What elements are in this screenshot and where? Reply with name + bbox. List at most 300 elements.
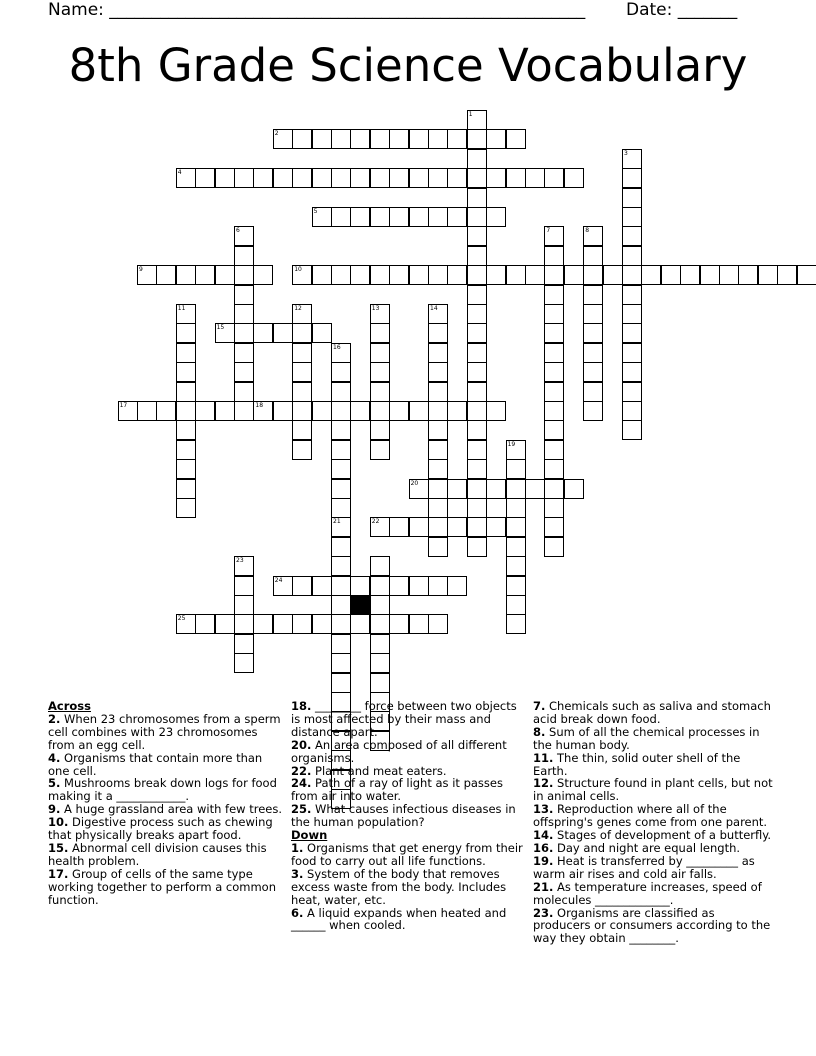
grid-cell[interactable]	[428, 265, 448, 285]
grid-cell[interactable]	[195, 401, 215, 421]
grid-cell[interactable]	[506, 556, 526, 576]
grid-cell[interactable]	[544, 440, 564, 460]
grid-cell[interactable]	[428, 401, 448, 421]
grid-cell[interactable]	[738, 265, 758, 285]
grid-cell[interactable]	[583, 246, 603, 266]
grid-cell[interactable]	[234, 323, 254, 343]
grid-cell[interactable]	[331, 673, 351, 693]
grid-cell[interactable]	[409, 614, 429, 634]
grid-cell[interactable]	[467, 129, 487, 149]
grid-cell[interactable]	[350, 129, 370, 149]
grid-cell[interactable]	[312, 168, 332, 188]
grid-cell[interactable]	[467, 265, 487, 285]
clue-number: 23	[236, 557, 244, 565]
grid-cell[interactable]	[253, 265, 273, 285]
grid-cell[interactable]	[428, 517, 448, 537]
grid-cell[interactable]	[506, 440, 526, 460]
grid-cell[interactable]	[467, 382, 487, 402]
grid-cell[interactable]	[506, 129, 526, 149]
grid-cell[interactable]	[176, 401, 196, 421]
grid-cell[interactable]	[176, 382, 196, 402]
grid-cell[interactable]	[331, 576, 351, 596]
grid-cell[interactable]	[176, 440, 196, 460]
grid-cell[interactable]	[622, 207, 642, 227]
grid-cell[interactable]	[234, 576, 254, 596]
grid-cell[interactable]	[428, 362, 448, 382]
grid-cell[interactable]	[506, 479, 526, 499]
grid-cell[interactable]	[176, 614, 196, 634]
grid-cell[interactable]	[544, 226, 564, 246]
grid-cell[interactable]	[234, 595, 254, 615]
grid-cell[interactable]	[176, 420, 196, 440]
grid-cell[interactable]	[370, 517, 390, 537]
clue-text: Digestive process such as chewing that physically breaks apart food.	[48, 815, 273, 843]
grid-cell[interactable]	[700, 265, 720, 285]
clue-num: 24.	[291, 776, 312, 791]
grid-cell[interactable]	[447, 576, 467, 596]
grid-cell[interactable]	[176, 323, 196, 343]
grid-cell[interactable]	[234, 304, 254, 324]
grid-cell[interactable]	[292, 168, 312, 188]
grid-cell[interactable]	[331, 265, 351, 285]
grid-cell[interactable]	[331, 634, 351, 654]
grid-cell[interactable]	[506, 168, 526, 188]
grid-cell[interactable]	[544, 304, 564, 324]
grid-cell[interactable]	[350, 401, 370, 421]
grid-cell[interactable]	[176, 479, 196, 499]
clue-number: 20	[410, 479, 419, 487]
grid-cell[interactable]	[389, 576, 409, 596]
clue-number: 1	[468, 111, 473, 118]
grid-cell[interactable]	[467, 323, 487, 343]
grid-cell[interactable]	[467, 479, 487, 499]
grid-cell[interactable]	[292, 440, 312, 460]
grid-cell[interactable]	[370, 440, 390, 460]
grid-cell[interactable]	[564, 265, 584, 285]
grid-cell[interactable]	[331, 614, 351, 634]
date-field[interactable]: Date: _______	[626, 0, 738, 20]
grid-cell[interactable]	[544, 323, 564, 343]
grid-cell[interactable]	[331, 420, 351, 440]
grid-cell[interactable]	[603, 265, 623, 285]
grid-cell[interactable]	[350, 207, 370, 227]
clue-text: ________ force between two objects is most affected by their mass and distance apart.	[291, 699, 517, 739]
grid-cell[interactable]	[486, 207, 506, 227]
grid-cell[interactable]	[583, 226, 603, 246]
grid-cell[interactable]	[234, 634, 254, 654]
grid-cell[interactable]	[486, 401, 506, 421]
grid-cell[interactable]	[467, 401, 487, 421]
clue-item	[291, 777, 525, 803]
grid-cell[interactable]	[583, 285, 603, 305]
grid-cell[interactable]	[467, 304, 487, 324]
grid-cell[interactable]	[389, 265, 409, 285]
grid-cell[interactable]	[428, 129, 448, 149]
grid-cell[interactable]	[389, 129, 409, 149]
grid-cell[interactable]	[428, 420, 448, 440]
grid-cell[interactable]	[234, 556, 254, 576]
grid-cell[interactable]	[544, 498, 564, 518]
grid-cell[interactable]	[583, 382, 603, 402]
grid-cell[interactable]	[137, 401, 157, 421]
grid-cell[interactable]	[622, 343, 642, 363]
grid-cell[interactable]	[389, 517, 409, 537]
grid-cell[interactable]	[215, 401, 235, 421]
grid-cell[interactable]	[583, 265, 603, 285]
grid-cell[interactable]	[486, 265, 506, 285]
grid-cell[interactable]	[661, 265, 681, 285]
grid-cell[interactable]	[156, 401, 176, 421]
grid-cell[interactable]	[409, 576, 429, 596]
grid-cell[interactable]	[525, 479, 545, 499]
grid-cell[interactable]	[370, 304, 390, 324]
grid-cell[interactable]	[583, 362, 603, 382]
grid-cell[interactable]	[176, 265, 196, 285]
grid-cell[interactable]	[389, 614, 409, 634]
grid-cell[interactable]	[215, 323, 235, 343]
grid-cell[interactable]	[234, 614, 254, 634]
grid-cell[interactable]	[234, 265, 254, 285]
grid-cell[interactable]	[292, 401, 312, 421]
grid-cell[interactable]	[486, 129, 506, 149]
grid-cell[interactable]	[428, 498, 448, 518]
grid-cell[interactable]	[622, 168, 642, 188]
grid-cell[interactable]	[564, 168, 584, 188]
grid-cell[interactable]	[370, 207, 390, 227]
grid-cell[interactable]	[292, 129, 312, 149]
grid-cell[interactable]	[156, 265, 176, 285]
grid-cell[interactable]	[544, 362, 564, 382]
grid-cell[interactable]	[467, 498, 487, 518]
grid-cell[interactable]	[195, 614, 215, 634]
grid-cell[interactable]	[428, 304, 448, 324]
grid-cell[interactable]	[428, 576, 448, 596]
clue-number: 3	[624, 149, 628, 157]
grid-cell[interactable]	[389, 401, 409, 421]
grid-cell[interactable]	[331, 168, 351, 188]
grid-cell[interactable]	[622, 382, 642, 402]
grid-cell[interactable]	[544, 537, 564, 557]
grid-cell[interactable]	[370, 634, 390, 654]
grid-cell[interactable]	[467, 420, 487, 440]
grid-cell[interactable]	[797, 265, 816, 285]
grid-cell[interactable]	[544, 420, 564, 440]
grid-cell[interactable]	[331, 401, 351, 421]
grid-cell[interactable]	[312, 129, 332, 149]
grid-cell[interactable]	[292, 362, 312, 382]
grid-cell[interactable]	[253, 323, 273, 343]
clue-item	[533, 777, 773, 803]
grid-cell[interactable]	[428, 614, 448, 634]
grid-cell[interactable]	[331, 207, 351, 227]
grid-cell[interactable]	[176, 362, 196, 382]
grid-cell[interactable]	[544, 343, 564, 363]
grid-cell[interactable]	[622, 420, 642, 440]
grid-cell[interactable]	[409, 265, 429, 285]
grid-cell[interactable]	[467, 343, 487, 363]
clue-text: A huge grassland area with few trees.	[60, 802, 283, 817]
grid-cell[interactable]	[544, 246, 564, 266]
clue-number: 25	[177, 615, 186, 623]
grid-cell[interactable]	[486, 479, 506, 499]
grid-cell[interactable]	[467, 459, 487, 479]
grid-cell[interactable]	[428, 537, 448, 557]
grid-cell[interactable]	[544, 459, 564, 479]
grid-cell[interactable]	[622, 323, 642, 343]
grid-cell[interactable]	[292, 343, 312, 363]
grid-cell[interactable]	[370, 420, 390, 440]
clue-num: 14.	[533, 828, 554, 843]
grid-cell[interactable]	[312, 576, 332, 596]
grid-cell[interactable]	[467, 517, 487, 537]
grid-cell[interactable]	[389, 168, 409, 188]
grid-cell[interactable]	[544, 479, 564, 499]
grid-cell[interactable]	[370, 401, 390, 421]
grid-cell[interactable]	[467, 188, 487, 208]
grid-cell[interactable]	[350, 265, 370, 285]
grid-cell[interactable]	[370, 129, 390, 149]
grid-cell[interactable]	[544, 401, 564, 421]
clue-num: 18.	[291, 699, 312, 713]
grid-cell[interactable]	[331, 440, 351, 460]
grid-cell[interactable]	[544, 168, 564, 188]
grid-cell[interactable]	[215, 168, 235, 188]
grid-cell[interactable]	[428, 343, 448, 363]
grid-cell[interactable]	[506, 459, 526, 479]
grid-cell[interactable]	[622, 265, 642, 285]
grid-cell[interactable]	[234, 362, 254, 382]
grid-cell[interactable]	[234, 246, 254, 266]
grid-cell[interactable]	[409, 517, 429, 537]
grid-cell[interactable]	[350, 168, 370, 188]
grid-cell[interactable]	[447, 401, 467, 421]
grid-cell[interactable]	[253, 168, 273, 188]
grid-cell[interactable]	[622, 304, 642, 324]
grid-cell[interactable]	[176, 304, 196, 324]
grid-cell[interactable]	[506, 595, 526, 615]
grid-cell[interactable]	[467, 149, 487, 169]
name-field[interactable]: Name: ________________________________________________________	[48, 0, 586, 20]
grid-cell[interactable]	[467, 537, 487, 557]
grid-cell[interactable]	[195, 168, 215, 188]
grid-cell[interactable]	[312, 207, 332, 227]
grid-cell[interactable]	[467, 246, 487, 266]
grid-cell[interactable]	[312, 401, 332, 421]
grid-cell[interactable]	[234, 226, 254, 246]
grid-cell[interactable]	[273, 614, 293, 634]
grid-cell[interactable]	[447, 479, 467, 499]
grid-cell[interactable]	[273, 129, 293, 149]
grid-cell[interactable]	[486, 168, 506, 188]
grid-cell[interactable]	[409, 479, 429, 499]
grid-cell[interactable]	[428, 168, 448, 188]
clue-number: 4	[177, 169, 182, 177]
grid-cell[interactable]	[622, 285, 642, 305]
grid-cell[interactable]	[331, 556, 351, 576]
grid-cell[interactable]	[447, 207, 467, 227]
grid-cell[interactable]	[370, 343, 390, 363]
grid-cell[interactable]	[583, 343, 603, 363]
grid-cell[interactable]	[467, 110, 487, 130]
grid-cell[interactable]	[583, 323, 603, 343]
clue-item	[48, 868, 284, 907]
clue-text: Group of cells of the same type working together to perform a common function.	[48, 866, 277, 907]
grid-cell[interactable]	[331, 362, 351, 382]
grid-cell[interactable]	[409, 401, 429, 421]
grid-cell[interactable]	[331, 459, 351, 479]
grid-cell[interactable]	[370, 595, 390, 615]
grid-cell[interactable]	[292, 382, 312, 402]
grid-cell[interactable]	[215, 614, 235, 634]
grid-cell[interactable]	[253, 614, 273, 634]
grid-cell[interactable]	[331, 343, 351, 363]
grid-cell[interactable]	[622, 246, 642, 266]
grid-cell[interactable]	[719, 265, 739, 285]
grid-cell[interactable]	[331, 537, 351, 557]
grid-cell[interactable]	[176, 168, 196, 188]
grid-cell[interactable]	[428, 207, 448, 227]
grid-cell[interactable]	[486, 517, 506, 537]
grid-cell[interactable]	[389, 207, 409, 227]
grid-cell[interactable]	[234, 653, 254, 673]
grid-cell[interactable]	[428, 382, 448, 402]
grid-cell[interactable]	[350, 576, 370, 596]
grid-cell[interactable]	[331, 595, 351, 615]
grid-cell[interactable]	[467, 226, 487, 246]
grid-cell[interactable]	[758, 265, 778, 285]
grid-cell[interactable]	[622, 226, 642, 246]
grid-cell[interactable]	[370, 556, 390, 576]
grid-cell[interactable]	[215, 265, 235, 285]
grid-cell[interactable]	[273, 168, 293, 188]
grid-cell[interactable]	[467, 207, 487, 227]
grid-cell[interactable]	[312, 323, 332, 343]
grid-cell[interactable]	[331, 498, 351, 518]
grid-cell[interactable]	[506, 576, 526, 596]
grid-cell[interactable]	[506, 537, 526, 557]
clue-item	[291, 700, 525, 739]
grid-cell[interactable]	[525, 265, 545, 285]
grid-cell[interactable]	[622, 401, 642, 421]
grid-cell[interactable]	[370, 673, 390, 693]
grid-cell[interactable]	[544, 285, 564, 305]
grid-cell[interactable]	[350, 614, 370, 634]
grid-cell[interactable]	[331, 129, 351, 149]
grid-cell[interactable]	[409, 207, 429, 227]
grid-cell[interactable]	[564, 479, 584, 499]
grid-cell[interactable]	[370, 265, 390, 285]
grid-cell[interactable]	[467, 362, 487, 382]
page-title: 8th Grade Science Vocabulary	[68, 39, 748, 92]
grid-cell[interactable]	[292, 420, 312, 440]
grid-cell[interactable]	[506, 498, 526, 518]
grid-cell[interactable]	[583, 401, 603, 421]
grid-cell[interactable]	[777, 265, 797, 285]
grid-cell[interactable]	[234, 401, 254, 421]
grid-cell[interactable]	[331, 653, 351, 673]
grid-cell[interactable]	[176, 459, 196, 479]
grid-cell[interactable]	[622, 362, 642, 382]
grid-cell[interactable]	[428, 479, 448, 499]
grid-cell[interactable]	[273, 401, 293, 421]
grid-cell[interactable]	[622, 149, 642, 169]
grid-cell[interactable]	[331, 479, 351, 499]
grid-cell[interactable]	[447, 168, 467, 188]
grid-cell[interactable]	[234, 168, 254, 188]
grid-cell[interactable]	[680, 265, 700, 285]
grid-cell[interactable]	[137, 265, 157, 285]
grid-cell[interactable]	[447, 517, 467, 537]
grid-cell[interactable]	[234, 343, 254, 363]
clue-num: 21.	[533, 879, 554, 894]
grid-cell[interactable]	[370, 614, 390, 634]
clue-num: 10.	[48, 815, 69, 830]
grid-cell[interactable]	[292, 265, 312, 285]
grid-cell[interactable]	[370, 323, 390, 343]
grid-cell[interactable]	[428, 323, 448, 343]
clue-item	[291, 868, 525, 907]
clue-text: An area composed of all different organisms.	[291, 737, 507, 765]
grid-cell[interactable]	[312, 614, 332, 634]
grid-cell[interactable]	[331, 382, 351, 402]
grid-cell[interactable]	[544, 517, 564, 537]
grid-cell[interactable]	[428, 440, 448, 460]
grid-cell[interactable]	[273, 576, 293, 596]
grid-cell[interactable]	[506, 517, 526, 537]
grid-cell[interactable]	[370, 576, 390, 596]
grid-cell[interactable]	[370, 382, 390, 402]
grid-cell[interactable]	[176, 343, 196, 363]
clue-number: 21	[333, 518, 341, 526]
grid-cell[interactable]	[409, 129, 429, 149]
grid-cell[interactable]	[525, 168, 545, 188]
grid-cell[interactable]	[292, 614, 312, 634]
grid-cell[interactable]	[370, 653, 390, 673]
grid-cell[interactable]	[273, 323, 293, 343]
grid-cell[interactable]	[622, 188, 642, 208]
grid-cell[interactable]	[467, 168, 487, 188]
grid-cell[interactable]	[447, 129, 467, 149]
grid-cell[interactable]	[409, 168, 429, 188]
clue-item	[533, 855, 773, 881]
grid-cell[interactable]	[544, 265, 564, 285]
grid-cell[interactable]	[467, 285, 487, 305]
grid-cell[interactable]	[370, 362, 390, 382]
grid-cell[interactable]	[292, 576, 312, 596]
grid-cell[interactable]	[506, 614, 526, 634]
clue-num: 5.	[48, 776, 61, 791]
grid-cell[interactable]	[292, 323, 312, 343]
grid-cell[interactable]	[292, 304, 312, 324]
grid-cell[interactable]	[544, 382, 564, 402]
grid-cell[interactable]	[467, 440, 487, 460]
grid-cell[interactable]	[234, 382, 254, 402]
grid-cell[interactable]	[253, 401, 273, 421]
grid-cell[interactable]	[428, 459, 448, 479]
grid-cell[interactable]	[312, 265, 332, 285]
grid-cell[interactable]	[370, 168, 390, 188]
grid-cell[interactable]	[447, 265, 467, 285]
grid-cell[interactable]	[331, 517, 351, 537]
grid-cell[interactable]	[641, 265, 661, 285]
grid-cell[interactable]	[118, 401, 138, 421]
grid-cell[interactable]	[583, 304, 603, 324]
grid-cell[interactable]	[176, 498, 196, 518]
grid-cell[interactable]	[234, 285, 254, 305]
clue-item	[291, 739, 525, 765]
grid-cell[interactable]	[506, 265, 526, 285]
grid-cell[interactable]	[195, 265, 215, 285]
